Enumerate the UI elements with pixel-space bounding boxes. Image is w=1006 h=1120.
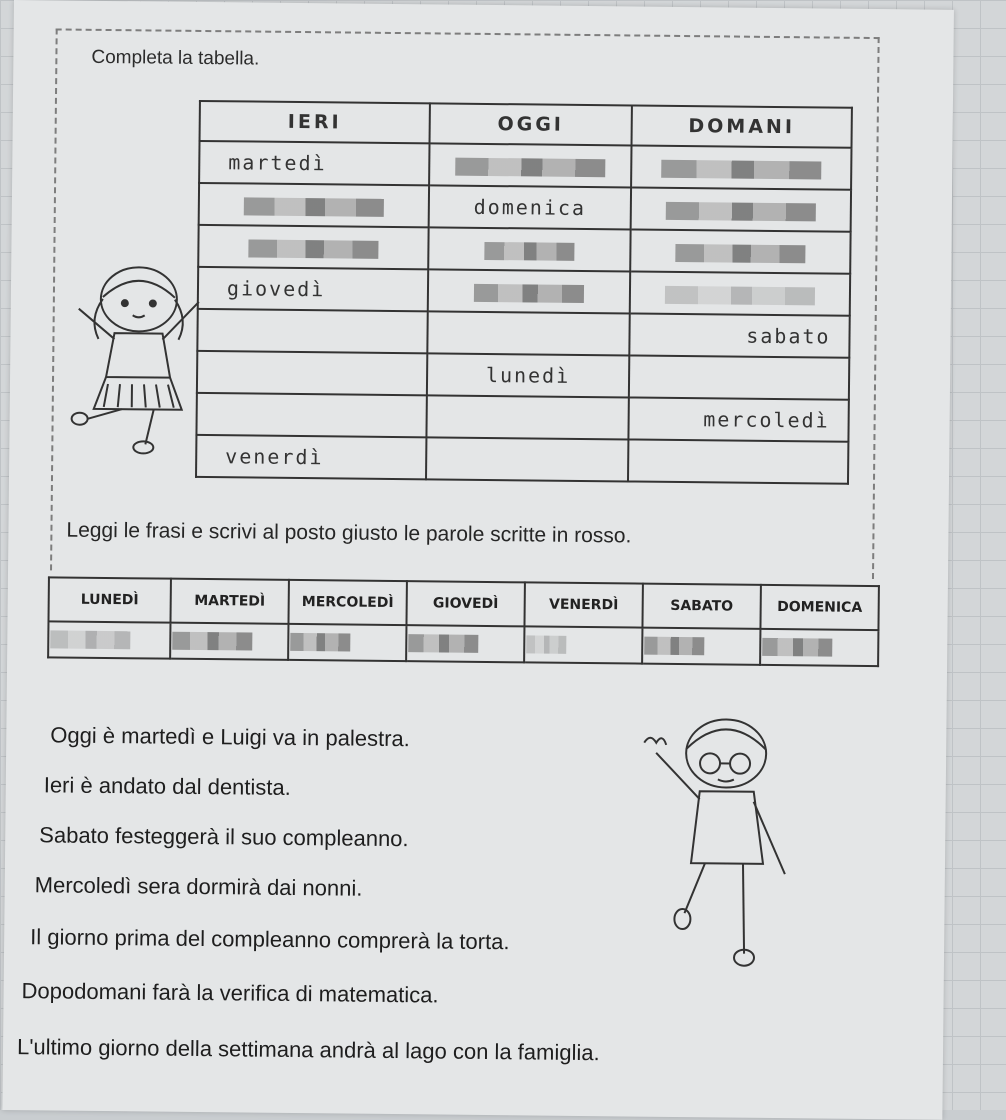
answer-cell[interactable]	[288, 624, 406, 661]
exercise1-instruction: Completa la tabella.	[91, 46, 260, 70]
cell-ieri[interactable]	[198, 225, 428, 269]
answer-cell[interactable]	[48, 621, 170, 658]
cell-domani[interactable]	[631, 187, 851, 231]
handwriting-redacted	[408, 634, 478, 653]
cell-oggi[interactable]	[426, 395, 628, 439]
handwriting-redacted	[474, 283, 584, 302]
cell-ieri: martedì	[199, 141, 429, 185]
cell-oggi: lunedì	[427, 353, 629, 397]
handwriting-redacted	[244, 197, 384, 216]
handwriting-redacted	[526, 635, 566, 653]
handwriting-redacted	[50, 630, 130, 649]
col-oggi: OGGI	[430, 103, 632, 145]
sentence-5: Il giorno prima del compleanno comprerà la torta.	[30, 924, 510, 955]
answer-cell[interactable]	[524, 626, 642, 663]
days-table	[195, 100, 853, 485]
days-table-header	[200, 101, 852, 148]
table-row	[199, 183, 851, 232]
handwriting-redacted	[661, 159, 821, 179]
answer-cell[interactable]	[760, 629, 878, 666]
col-domani: DOMANI	[632, 105, 852, 147]
sentence-1: Oggi è martedì e Luigi va in palestra.	[50, 722, 410, 752]
cell-domani: mercoledì	[628, 397, 848, 441]
sentence-3: Sabato festeggerà il suo compleanno.	[39, 822, 409, 852]
week-answer-row	[48, 621, 878, 666]
girl-illustration	[57, 258, 219, 460]
handwriting-redacted	[665, 285, 815, 305]
table-row	[199, 141, 851, 190]
cell-domani[interactable]	[630, 271, 850, 315]
table-row	[198, 225, 850, 274]
cell-domani[interactable]	[630, 229, 850, 273]
day-mercoledi: MERCOLEDÌ	[288, 580, 406, 625]
handwriting-redacted	[248, 239, 378, 258]
handwriting-redacted	[484, 241, 574, 260]
table-row	[196, 435, 848, 484]
handwriting-redacted	[172, 632, 252, 651]
cell-domani: sabato	[629, 313, 849, 357]
cell-oggi[interactable]	[428, 227, 630, 271]
table-row	[197, 351, 849, 400]
cell-ieri: giovedì	[198, 267, 428, 311]
table-row	[196, 393, 848, 442]
exercise2-instruction: Leggi le frasi e scrivi al posto giusto le parole scritte in rosso.	[66, 518, 632, 548]
answer-cell[interactable]	[170, 623, 288, 660]
cell-domani[interactable]	[629, 355, 849, 399]
sentence-4: Mercoledì sera dormirà dai nonni.	[34, 872, 363, 901]
table-row	[198, 267, 850, 316]
worksheet	[2, 0, 954, 1120]
day-domenica: DOMENICA	[760, 585, 878, 630]
handwriting-redacted	[675, 243, 805, 262]
col-ieri: IERI	[200, 101, 430, 143]
table-row	[197, 309, 849, 358]
handwriting-redacted	[455, 157, 605, 177]
cell-domani[interactable]	[628, 439, 848, 483]
handwriting-redacted	[666, 201, 816, 221]
handwriting-redacted	[290, 633, 350, 652]
day-giovedi: GIOVEDÌ	[406, 581, 524, 626]
cell-ieri[interactable]	[199, 183, 429, 227]
sentence-2: Ieri è andato dal dentista.	[43, 772, 291, 800]
day-venerdi: VENERDÌ	[524, 582, 642, 627]
cell-oggi[interactable]	[426, 437, 628, 481]
answer-cell[interactable]	[642, 628, 760, 665]
boy-illustration	[624, 712, 807, 974]
answer-cell[interactable]	[406, 625, 524, 662]
day-sabato: SABATO	[642, 584, 760, 629]
day-lunedi: LUNEDÌ	[48, 577, 170, 622]
cell-ieri[interactable]	[197, 309, 427, 353]
sentence-7: L'ultimo giorno della settimana andrà al lago con la famiglia.	[16, 1034, 600, 1066]
cell-oggi[interactable]	[427, 311, 629, 355]
cell-ieri[interactable]	[197, 351, 427, 395]
cell-domani[interactable]	[631, 145, 851, 189]
handwriting-redacted	[762, 638, 832, 657]
cell-oggi[interactable]	[428, 269, 630, 313]
cell-oggi: domenica	[429, 185, 631, 229]
cell-oggi[interactable]	[429, 143, 631, 187]
sentence-6: Dopodomani farà la verifica di matematica.	[21, 978, 439, 1008]
cell-ieri: venerdì	[196, 435, 426, 479]
week-table	[47, 576, 880, 667]
handwriting-redacted	[644, 637, 704, 656]
cell-ieri[interactable]	[196, 393, 426, 437]
day-martedi: MARTEDÌ	[170, 579, 288, 624]
